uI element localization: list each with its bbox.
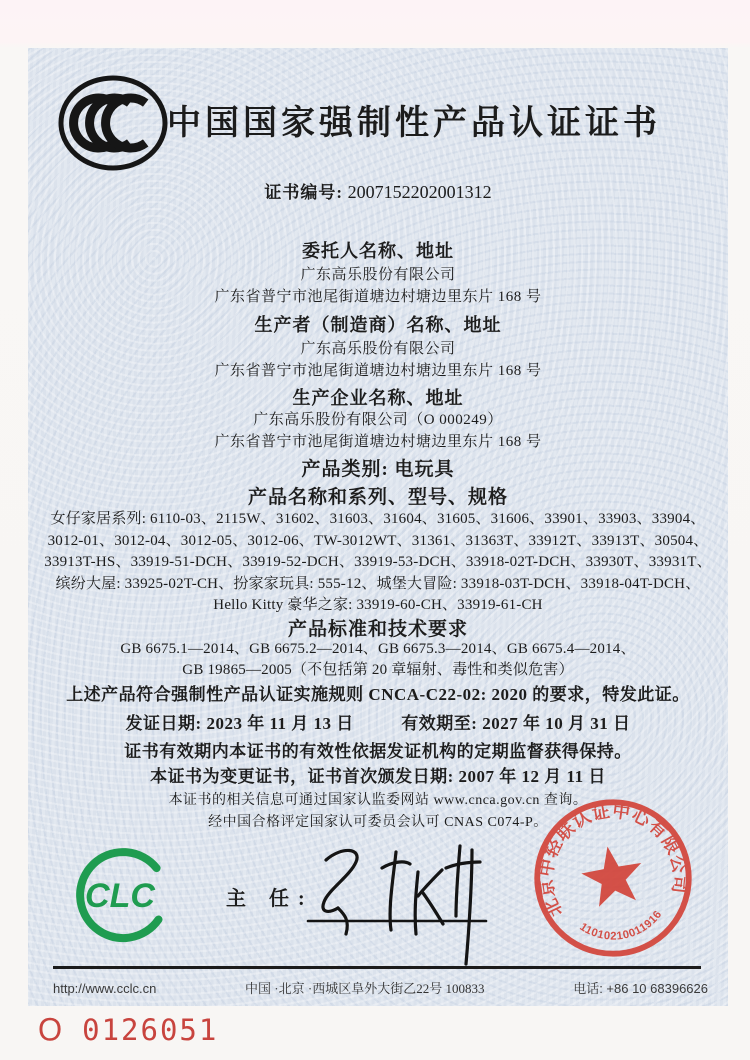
page-title: 中国国家强制性产品认证证书 xyxy=(167,105,661,142)
certificate-number-value: 2007152202001312 xyxy=(347,182,492,202)
manufacturer-address: 广东省普宁市池尾街道塘边村塘边里东片 168 号 xyxy=(214,363,542,379)
clc-mark-icon xyxy=(60,842,180,948)
footer-url: http://www.cclc.cn xyxy=(53,981,157,996)
director-label: 主 任: xyxy=(226,888,314,910)
footer-address: 中国 ·北京 ·西城区阜外大街乙22号 100833 xyxy=(245,981,485,996)
change-note: 本证书为变更证书，证书首次颁发日期: 2007 年 12 月 11 日 xyxy=(150,767,606,786)
models-line-5: Hello Kitty 豪华之家: 33919-60-CH、33919-61-CH xyxy=(213,597,543,613)
applicant-name: 广东高乐股份有限公司 xyxy=(300,267,456,283)
models-line-1: 女仔家居系列: 6110-03、2115W、31602、31603、31604、31605、31606、33901、33903、33904、 xyxy=(50,511,706,527)
clc-logo xyxy=(60,842,180,948)
compliance-statement: 上述产品符合强制性产品认证实施规则 CNCA-C22-02: 2020 的要求，特发此证。 xyxy=(66,685,690,704)
certificate-panel xyxy=(28,48,728,1006)
info-note: 本证书的相关信息可通过国家认监委网站 www.cnca.gov.cn 查询。 xyxy=(168,793,588,808)
models-line-4: 缤纷大屋: 33925-02T-CH、扮家家玩具: 555-12、城堡大冒险: 33918-03T-DCH、33918-04T-DCH、 xyxy=(55,576,701,592)
applicant-heading: 委托人名称、地址 xyxy=(302,241,454,261)
stamp-icon xyxy=(533,798,693,958)
footer-phone: 电话: +86 10 68396626 xyxy=(573,981,708,996)
stamp-number-text: 11010210011916 xyxy=(577,908,665,943)
standards-line-1: GB 6675.1—2014、GB 6675.2—2014、GB 6675.3—2014、GB 6675.4—2014、 xyxy=(120,641,636,657)
factory-heading: 生产企业名称、地址 xyxy=(292,388,464,408)
product-category-line: 产品类别: 电玩具 xyxy=(301,459,455,480)
footer xyxy=(53,978,708,997)
models-line-3: 33913T-HS、33919-51-DCH、33919-52-DCH、33919-53-DCH、33918-02T-DCH、33930T、33931T、 xyxy=(44,554,712,570)
serial-number xyxy=(38,1012,218,1048)
clc-letters: CLC xyxy=(85,877,155,915)
applicant-address: 广东省普宁市池尾街道塘边村塘边里东片 168 号 xyxy=(214,289,542,305)
serial-prefix: O xyxy=(38,1011,65,1048)
models-heading: 产品名称和系列、型号、规格 xyxy=(247,487,508,508)
models-line-2: 3012-01、3012-04、3012-05、3012-06、TW-3012WT、31361、31363T、33912T、33913T、30504、 xyxy=(47,533,709,549)
validity-note: 证书有效期内本证书的有效性依据发证机构的定期监督获得保持。 xyxy=(124,742,632,761)
standards-line-2: GB 19865—2005（不包括第 20 章辐射、毒性和类似危害） xyxy=(182,662,574,678)
footer-divider xyxy=(53,966,701,969)
signature-icon xyxy=(296,838,506,978)
factory-name: 广东高乐股份有限公司（O 000249） xyxy=(253,412,503,428)
dates-line xyxy=(28,709,728,734)
director-signature xyxy=(296,838,506,978)
certification-stamp xyxy=(533,798,693,958)
certificate-number-line xyxy=(28,178,728,203)
issue-date: 发证日期: 2023 年 11 月 13 日 xyxy=(125,714,354,733)
certificate-number-label: 证书编号: xyxy=(264,183,344,202)
cnas-note: 经中国合格评定国家认可委员会认可 CNAS C074-P。 xyxy=(208,815,548,830)
expiry-date: 有效期至: 2027 年 10 月 31 日 xyxy=(401,714,631,733)
serial-digits: 0126051 xyxy=(82,1013,219,1047)
factory-address: 广东省普宁市池尾街道塘边村塘边里东片 168 号 xyxy=(214,434,542,450)
standards-heading: 产品标准和技术要求 xyxy=(287,619,468,640)
manufacturer-name: 广东高乐股份有限公司 xyxy=(300,341,456,357)
stamp-company-text: 北京中轻联认证中心有限公司 xyxy=(535,800,691,921)
manufacturer-heading: 生产者（制造商）名称、地址 xyxy=(254,315,502,335)
